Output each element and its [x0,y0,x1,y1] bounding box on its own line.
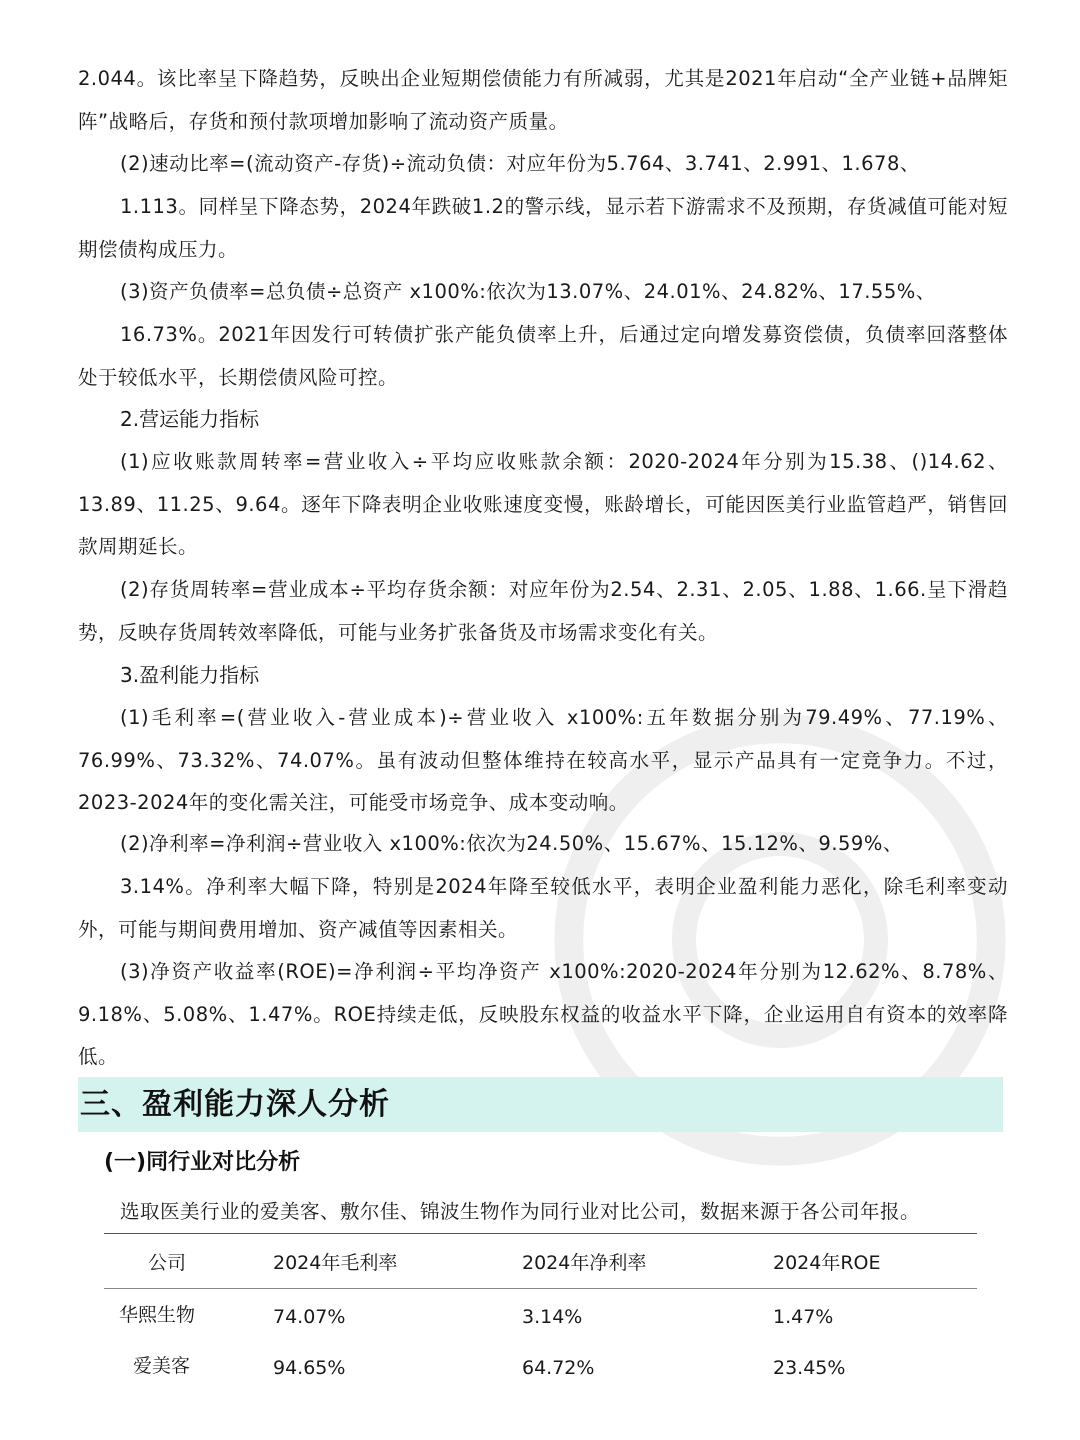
heading-profitability: 3.盈利能力指标 [120,663,260,687]
paragraph-net-margin: (2)净利率=净利润÷营业收入 x100%:依次为24.50%、15.67%、15.12%、9.59%、 [120,832,903,855]
paragraph-current-ratio-cont: 2.044。该比率呈下降趋势，反映出企业短期偿债能力有所减弱，尤其是2021年启动“全产业链+品牌矩阵”战略后，存货和预付款项增加影响了流动资产质量。 [78,67,1008,133]
table-cell-net-margin: 64.72% [522,1357,595,1379]
paragraph-quick-ratio-cont: 1.113。同样呈下降态势，2024年跌破1.2的警示线，显示若下游需求不及预期，存货减值可能对短期偿债构成压力。 [78,195,1008,261]
table-cell-roe: 1.47% [773,1306,834,1328]
table-header-company: 公司 [148,1252,187,1274]
paragraph-debt-ratio: (3)资产负债率=总负债÷总资产 x100%:依次为13.07%、24.01%、24.82%、17.55%、 [120,280,936,303]
heading-operating-ability: 2.营运能力指标 [120,407,260,431]
table-header-rule [104,1288,977,1289]
table-cell-roe: 23.45% [773,1357,846,1379]
table-cell-net-margin: 3.14% [522,1306,583,1328]
table-header-roe: 2024年ROE [773,1252,881,1274]
paragraph-net-margin-cont: 3.14%。净利率大幅下降，特别是2024年降至较低水平，表明企业盈利能力恶化，除毛利率变动外，可能与期间费用增加、资产减值等因素相关。 [78,875,1008,941]
subsection-title: (一)同行业对比分析 [104,1150,301,1175]
paragraph-gross-margin: (1)毛利率=(营业收入-营业成本)÷营业收入 x100%:五年数据分别为79.49%、77.19%、76.99%、73.32%、74.07%。虽有波动但整体维持在较高水平，显示产品具有一定竞争力。不过，2023-2024年的变化需关注，可能受市场竞争、成本变动响。 [78,706,1008,814]
table-header-net-margin: 2024年净利率 [522,1252,647,1274]
paragraph-roe: (3)净资产收益率(ROE)=净利润÷平均净资产 x100%:2020-2024年分别为12.62%、8.78%、9.18%、5.08%、1.47%。ROE持续走低，反映股东权益的收益水平下降，企业运用自有资本的效率降低。 [78,960,1008,1068]
table-top-rule [104,1233,977,1234]
paragraph-quick-ratio: (2)速动比率=(流动资产-存货)÷流动负债：对应年份为5.764、3.741、2.991、1.678、 [120,152,920,175]
table-cell-company: 爱美客 [133,1355,191,1377]
table-cell-gross-margin: 94.65% [273,1357,346,1379]
paragraph-receivables-turnover: (1)应收账款周转率=营业收入÷平均应收账款余额：2020-2024年分别为15.38、()14.62、13.89、11.25、9.64。逐年下降表明企业收账速度变慢，账龄增长，可能因医美行业监管趋严，销售回款周期延长。 [78,450,1008,558]
table-intro-text: 选取医美行业的爱美客、敷尔佳、锦波生物作为同行业对比公司，数据来源于各公司年报。 [120,1200,921,1223]
section-title: 三、盈利能力深人分析 [80,1087,390,1122]
table-header-gross-margin: 2024年毛利率 [273,1252,398,1274]
paragraph-debt-ratio-cont: 16.73%。2021年因发行可转债扩张产能负债率上升，后通过定向增发募资偿债，负债率回落整体处于较低水平，长期偿债风险可控。 [78,323,1008,389]
paragraph-inventory-turnover: (2)存货周转率=营业成本÷平均存货余额：对应年份为2.54、2.31、2.05、1.88、1.66.呈下滑趋势，反映存货周转效率降低，可能与业务扩张备货及市场需求变化有关。 [78,578,1008,644]
table-cell-gross-margin: 74.07% [273,1306,346,1328]
table-cell-company: 华熙生物 [119,1304,196,1326]
